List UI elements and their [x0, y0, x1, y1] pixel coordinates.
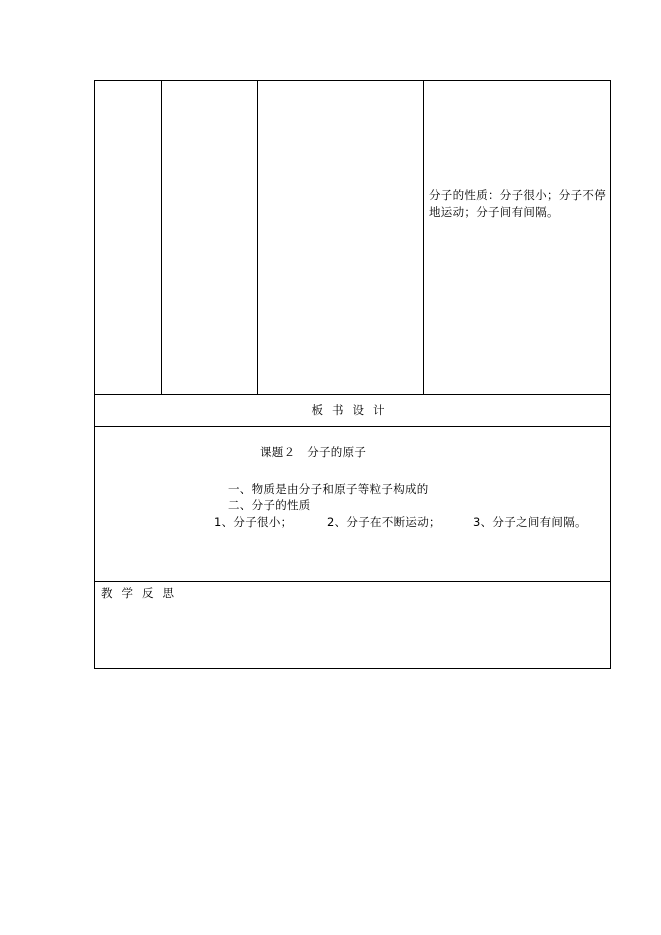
cell-column-2: [162, 81, 258, 394]
cell-column-4: [424, 81, 610, 394]
board-sub-point-1: 1、分子很小；: [214, 515, 293, 529]
board-design-content: [95, 427, 610, 582]
board-title: 课题２ 分子的原子: [260, 445, 367, 459]
teaching-reflection-label: 教学反思: [101, 586, 183, 600]
cell-column-1: [95, 81, 162, 394]
teaching-reflection-row: [95, 582, 610, 668]
board-design-heading: 板书设计: [95, 395, 610, 427]
teaching-process-row: [95, 81, 610, 395]
board-sub-point-2: 2、分子在不断运动；: [327, 515, 441, 529]
board-point-1: 一、物质是由分子和原子等粒子构成的: [228, 482, 429, 496]
board-sub-point-3: 3、分子之间有间隔。: [473, 515, 587, 529]
molecule-properties-note: 分子的性质：分子很小；分子不停地运动；分子间有间隔。: [429, 188, 606, 219]
cell-column-3: [258, 81, 424, 394]
board-point-2: 二、分子的性质: [228, 498, 311, 512]
lesson-plan-table: [94, 80, 611, 669]
